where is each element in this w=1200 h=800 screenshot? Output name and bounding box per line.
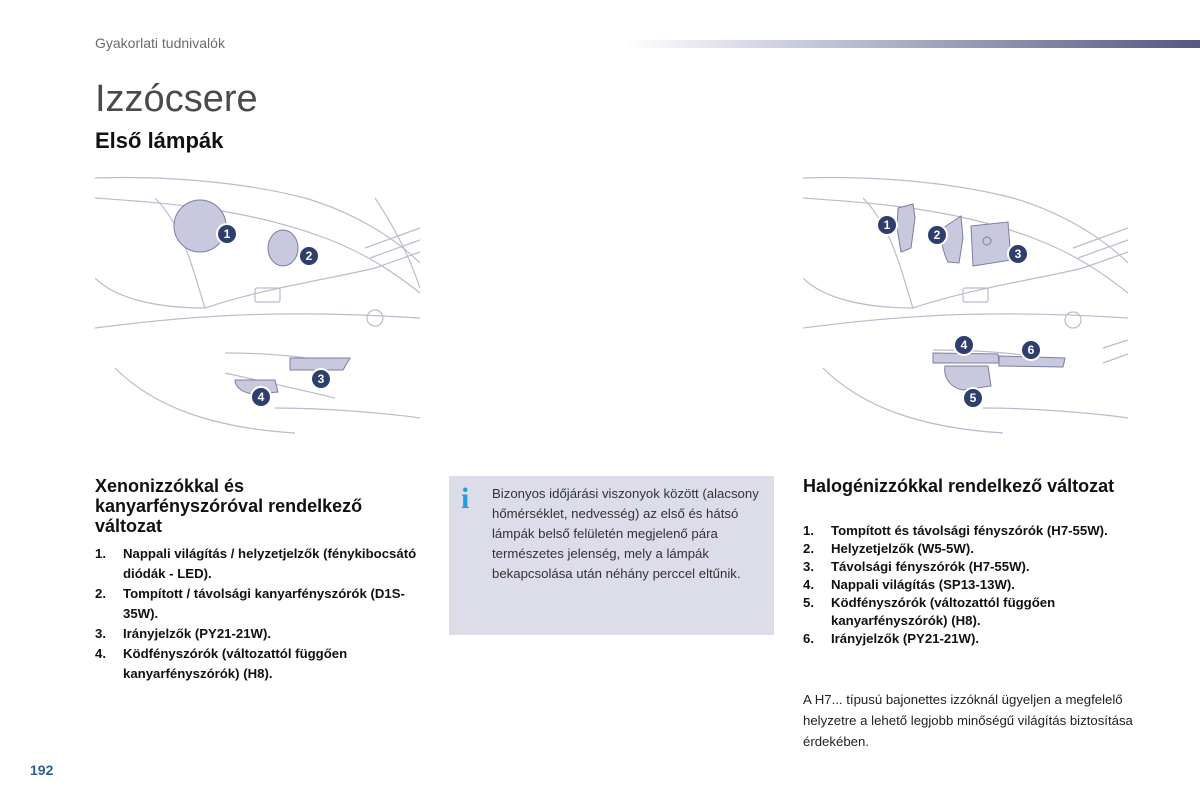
item-text: Irányjelzők (PY21-21W). [123, 626, 272, 641]
item-number: 4. [95, 646, 106, 661]
callout-badge [963, 388, 983, 408]
list-item [95, 584, 425, 624]
halogen-headlamp-illustration [803, 168, 1128, 453]
header-gradient-bar [625, 40, 1200, 48]
svg-text:1: 1 [883, 218, 891, 232]
list-item [803, 576, 1133, 594]
info-box [449, 476, 774, 635]
svg-text:2: 2 [305, 249, 313, 263]
list-item [803, 558, 1133, 576]
callout-badge [217, 224, 237, 244]
item-number: 2. [803, 541, 814, 556]
callout-badge [954, 335, 974, 355]
item-number: 5. [803, 595, 814, 610]
list-item [95, 624, 425, 644]
svg-text:3: 3 [1014, 247, 1022, 261]
svg-text:5: 5 [969, 391, 977, 405]
item-text: Távolsági fényszórók (H7-55W). [831, 559, 1030, 574]
callout-badge [927, 225, 947, 245]
item-text: Irányjelzők (PY21-21W). [831, 631, 980, 646]
svg-text:2: 2 [933, 228, 941, 242]
callout-badge [1021, 340, 1041, 360]
item-text: Tompított / távolsági kanyarfényszórók (D1S-35W). [123, 586, 405, 621]
callout-badge [299, 246, 319, 266]
halogen-headlamp-drawing [803, 168, 1128, 453]
page-title: Izzócsere [95, 78, 258, 120]
callout-badge [311, 369, 331, 389]
item-text: Nappali világítás / helyzetjelzők (fénykibocsátó diódák - LED). [123, 546, 417, 581]
item-number: 2. [95, 586, 106, 601]
xenon-variant-heading: Xenonizzókkal és kanyarfényszóróval rendelkező változat [95, 476, 363, 536]
item-text: Nappali világítás (SP13-13W). [831, 577, 1015, 592]
item-text: Ködfényszórók (változattól függően kanyarfényszórók) (H8). [831, 595, 1056, 628]
item-number: 3. [95, 626, 106, 641]
info-icon: i [461, 482, 470, 515]
svg-text:1: 1 [223, 227, 231, 241]
info-text: Bizonyos időjárási viszonyok között (alacsony hőmérséklet, nedvesség) az első és hátsó lámpák belső felületén megjelenő pára természetes jelenség, mely a lámpák bekapcsolása után néhány perccel eltűnik. [492, 486, 759, 581]
item-number: 6. [803, 631, 814, 646]
callout-badge [1008, 244, 1028, 264]
callout-badge [251, 387, 271, 407]
item-text: Tompított és távolsági fényszórók (H7-55W). [831, 523, 1108, 538]
section-title: Első lámpák [95, 128, 224, 153]
xenon-headlamp-drawing [95, 168, 420, 453]
page-number: 192 [30, 762, 54, 778]
svg-text:4: 4 [257, 390, 265, 404]
item-number: 1. [803, 523, 814, 538]
halogen-bulb-list [803, 522, 1133, 648]
running-header: Gyakorlati tudnivalók [95, 35, 225, 51]
list-item [95, 644, 425, 684]
item-number: 3. [803, 559, 814, 574]
item-text: Helyzetjelzők (W5-5W). [831, 541, 974, 556]
list-item [803, 540, 1133, 558]
svg-text:4: 4 [960, 338, 968, 352]
item-number: 4. [803, 577, 814, 592]
svg-text:3: 3 [317, 372, 325, 386]
xenon-headlamp-illustration [95, 168, 420, 453]
list-item [95, 544, 425, 584]
svg-text:6: 6 [1027, 343, 1035, 357]
callout-badge [877, 215, 897, 235]
halogen-variant-heading: Halogénizzókkal rendelkező változat [803, 476, 1115, 496]
list-item [803, 522, 1133, 540]
list-item [803, 594, 1133, 630]
xenon-bulb-list [95, 544, 425, 684]
item-number: 1. [95, 546, 106, 561]
h7-bulb-note: A H7... típusú bajonettes izzóknál ügyeljen a megfelelő helyzetre a lehető legjobb minőségű világítás biztosítása érdekében. [803, 692, 1133, 750]
list-item [803, 630, 1133, 648]
item-text: Ködfényszórók (változattól függően kanyarfényszórók) (H8). [123, 646, 348, 681]
